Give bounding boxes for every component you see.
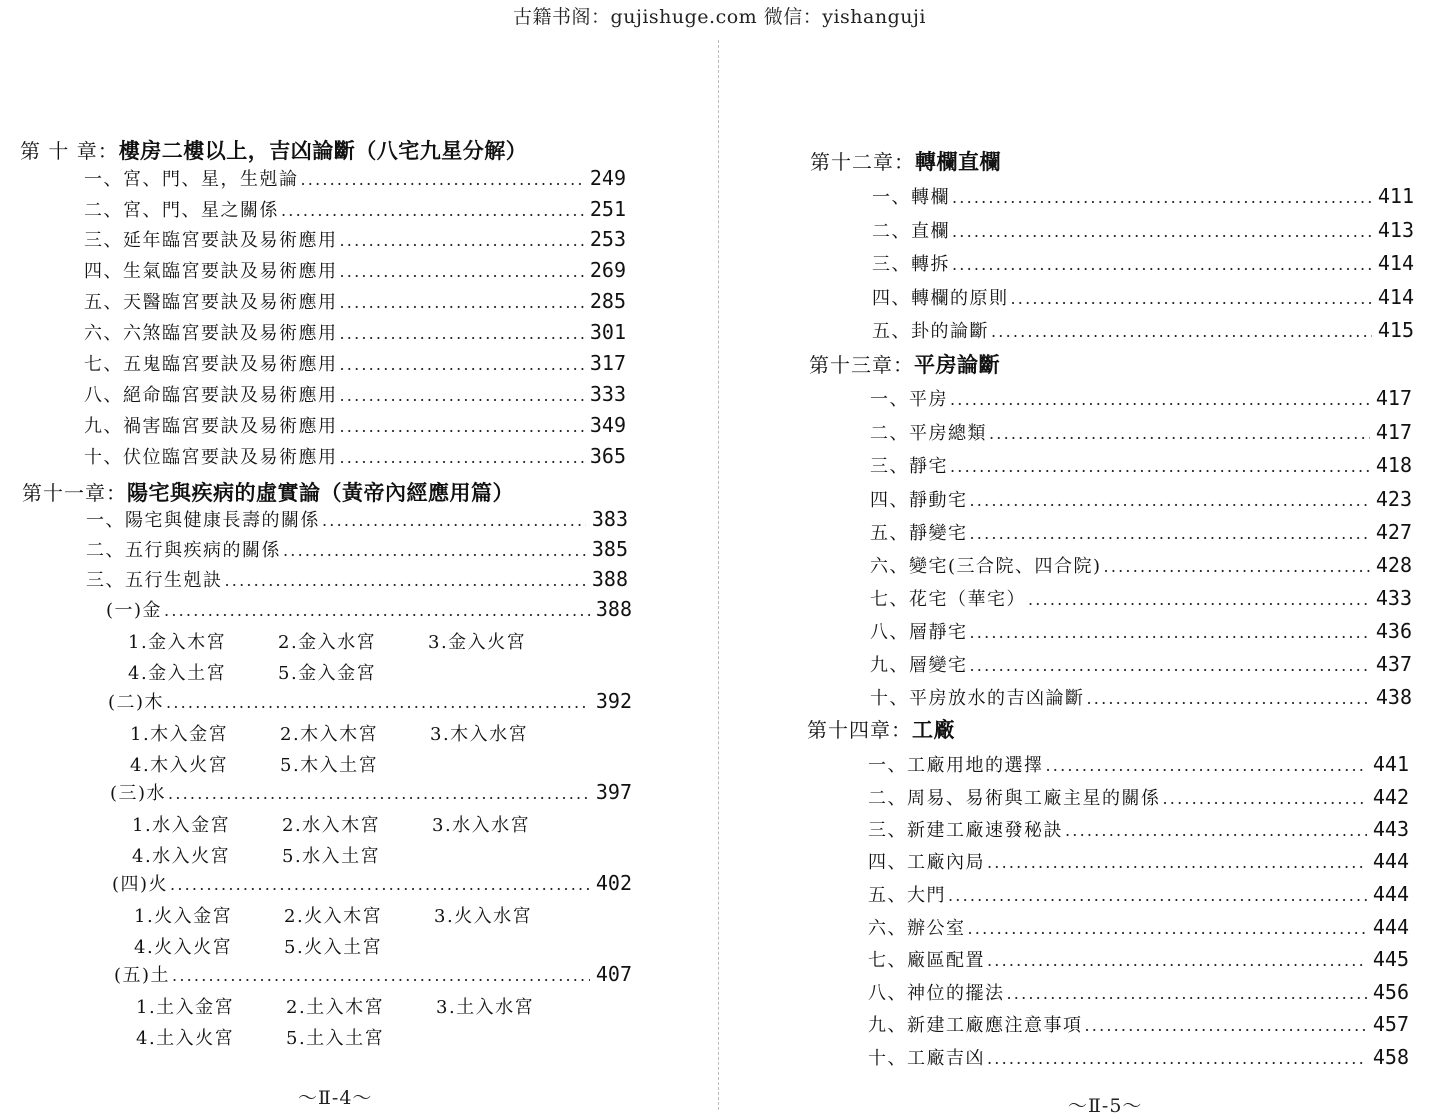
toc-entry-label: (五)土 [114,965,171,986]
toc-entry-page: 388 [591,567,628,591]
palace-item: 5.金入金宮 [278,663,377,684]
toc-entry [868,784,1409,814]
toc-entry-page: 415 [1377,318,1414,342]
toc-entry-page: 251 [589,197,626,221]
dot-leader [1046,756,1367,775]
toc-entry-page: 444 [1372,849,1409,873]
page-number-footer: ～Ⅱ-4～ [298,1087,373,1109]
toc-entry-page: 365 [589,444,626,468]
toc-entry-label: 六、變宅(三合院、四合院) [870,556,1102,577]
palace-item: 3.火入水宮 [434,906,533,927]
toc-entry-label: 五、天醫臨宮要訣及易術應用 [84,292,338,313]
toc-entry-page: 397 [595,780,632,804]
chapter-title: 樓房二樓以上，吉凶論斷（八宅九星分解） [118,139,528,163]
toc-entry-page: 437 [1375,652,1412,676]
toc-entry-label: (四)火 [112,874,169,895]
toc-entry-page: 407 [595,962,632,986]
chapter-13-heading [809,349,1000,379]
dot-leader [340,231,584,250]
palace-item: 3.水入水宮 [432,815,531,836]
dot-leader [970,623,1370,642]
dot-leader [952,188,1372,207]
toc-entry-page: 414 [1377,285,1414,309]
toc-entry [112,870,632,900]
dot-leader [340,293,584,312]
dot-leader [340,417,584,436]
toc-entry [84,412,626,442]
toc-entry-label: 五、大門 [868,885,946,906]
page-divider [718,40,719,1110]
toc-entry [870,486,1412,516]
palace-item: 2.金入水宮 [278,632,377,653]
dot-leader [991,322,1372,341]
dot-leader [989,424,1370,443]
chapter-title: 平房論斷 [914,353,1000,377]
toc-entry-label: 九、層變宅 [870,655,968,676]
toc-entry [84,196,626,226]
dot-leader [168,784,590,803]
dot-leader [1163,789,1367,808]
toc-entry [868,816,1409,846]
toc-entry-page: 457 [1372,1012,1409,1036]
toc-entry-label: 三、五行生剋訣 [86,570,223,591]
toc-entry [868,914,1409,944]
dot-leader [987,853,1367,872]
toc-entry-label: 一、轉欄 [872,187,950,208]
toc-entry [870,552,1412,582]
toc-entry [86,566,628,596]
toc-entry-label: 一、宮、門、星，生剋論 [84,169,299,190]
toc-entry [84,257,626,287]
toc-entry-page: 317 [589,351,626,375]
toc-entry [870,618,1412,648]
dot-leader [172,966,590,985]
toc-entry-page: 423 [1375,487,1412,511]
toc-entry [870,519,1412,549]
dot-leader [340,448,584,467]
chapter-14-heading [807,714,955,744]
palace-item: 4.木入火宮 [130,755,229,776]
toc-entry-label: 十、工廠吉凶 [868,1048,985,1069]
chapter-number: 第 十 章： [20,139,119,163]
toc-entry [868,751,1409,781]
toc-entry [114,961,632,991]
palace-item: 4.火入火宮 [134,937,233,958]
chapter-number: 第十四章： [807,718,912,742]
dot-leader [987,1049,1367,1068]
toc-entry [108,688,632,718]
dot-leader [987,951,1367,970]
dot-leader [952,255,1372,274]
dot-leader [1011,289,1372,308]
chapter-title: 工廠 [912,718,955,742]
toc-entry [870,385,1412,415]
toc-entry [84,350,626,380]
toc-entry-label: 一、工廠用地的選擇 [868,755,1044,776]
toc-entry-label: 七、廠區配置 [868,950,985,971]
dot-leader [225,571,586,590]
dot-leader [1007,984,1367,1003]
toc-entry [86,506,628,536]
palace-line [128,659,428,685]
toc-entry [870,419,1412,449]
dot-leader [1087,689,1370,708]
toc-entry [86,536,628,566]
toc-entry-page: 441 [1372,752,1409,776]
toc-entry-label: 六、六煞臨宮要訣及易術應用 [84,323,338,344]
toc-entry-page: 444 [1372,915,1409,939]
dot-leader [301,170,584,189]
toc-entry-page: 253 [589,227,626,251]
toc-entry [868,946,1409,976]
toc-entry-page: 418 [1375,453,1412,477]
toc-entry-page: 428 [1375,553,1412,577]
palace-item: 2.水入木宮 [282,815,381,836]
toc-entry-label: (三)水 [110,783,167,804]
chapter-title: 轉欄直欄 [915,150,1001,174]
toc-entry-label: (二)木 [108,692,165,713]
toc-entry-label: 四、工廠內局 [868,852,985,873]
toc-entry-label: 三、新建工廠速發秘訣 [868,820,1063,841]
dot-leader [1104,557,1370,576]
dot-leader [948,886,1367,905]
toc-entry-page: 414 [1377,251,1414,275]
palace-item: 2.火入木宮 [284,906,383,927]
dot-leader [970,656,1370,675]
toc-entry-label: 四、生氣臨宮要訣及易術應用 [84,261,338,282]
dot-leader [164,601,590,620]
dot-leader [322,511,586,530]
chapter-10-heading [20,135,527,165]
watermark-header: 古籍书阁：gujishuge.com 微信：yishanguji [513,6,926,28]
palace-item: 1.火入金宮 [134,906,233,927]
toc-entry [872,284,1414,314]
toc-entry-label: 二、周易、易術與工廠主星的關係 [868,788,1161,809]
toc-entry-page: 385 [591,537,628,561]
toc-entry [84,288,626,318]
dot-leader [952,222,1372,241]
dot-leader [170,875,590,894]
palace-line [132,842,432,868]
toc-entry-page: 458 [1372,1045,1409,1069]
toc-entry-page: 445 [1372,947,1409,971]
dot-leader [340,355,584,374]
palace-item: 3.金入火宮 [428,632,527,653]
palace-line [130,751,430,777]
toc-entry [868,1044,1409,1074]
toc-entry-label: 一、陽宅與健康長壽的關係 [86,510,320,531]
toc-entry-page: 443 [1372,817,1409,841]
toc-entry-page: 436 [1375,619,1412,643]
toc-entry-page: 333 [589,382,626,406]
dot-leader [166,693,590,712]
chapter-11-heading [22,477,514,507]
toc-entry-page: 417 [1375,420,1412,444]
toc-entry-label: 九、新建工廠應注意事項 [868,1015,1083,1036]
palace-item: 2.木入木宮 [280,724,379,745]
toc-entry-page: 392 [595,689,632,713]
palace-item: 1.土入金宮 [136,997,235,1018]
dot-leader [1028,590,1370,609]
toc-entry-label: 七、五鬼臨宮要訣及易術應用 [84,354,338,375]
chapter-title: 陽宅與疾病的虛實論（黃帝內經應用篇） [127,481,514,505]
dot-leader [340,262,584,281]
palace-item: 5.火入土宮 [284,937,383,958]
dot-leader [970,524,1370,543]
toc-entry-page: 285 [589,289,626,313]
toc-entry-page: 442 [1372,785,1409,809]
dot-leader [970,491,1370,510]
toc-entry [868,1011,1409,1041]
palace-item: 1.水入金宮 [132,815,231,836]
toc-entry [110,779,632,809]
toc-entry-page: 433 [1375,586,1412,610]
toc-entry [84,443,626,473]
toc-entry [872,250,1414,280]
toc-entry-label: 十、平房放水的吉凶論斷 [870,688,1085,709]
toc-entry-page: 417 [1375,386,1412,410]
toc-entry [106,596,632,626]
dot-leader [340,386,584,405]
toc-entry [870,452,1412,482]
palace-item: 5.水入土宮 [282,846,381,867]
page-number-footer: ～Ⅱ-5～ [1068,1095,1143,1117]
dot-leader [1085,1016,1367,1035]
palace-item: 5.土入土宮 [286,1028,385,1049]
toc-entry [84,381,626,411]
palace-item: 3.木入水宮 [430,724,529,745]
palace-line [130,720,580,746]
chapter-number: 第十三章： [809,353,914,377]
toc-entry [872,317,1414,347]
toc-entry [868,881,1409,911]
palace-line [136,993,586,1019]
palace-item: 3.土入水宮 [436,997,535,1018]
toc-entry [84,226,626,256]
palace-item: 4.土入火宮 [136,1028,235,1049]
toc-entry-page: 413 [1377,218,1414,242]
palace-item: 2.土入木宮 [286,997,385,1018]
toc-entry-page: 427 [1375,520,1412,544]
toc-entry-label: (一)金 [106,600,163,621]
dot-leader [968,919,1367,938]
toc-entry-label: 二、宮、門、星之關係 [84,200,279,221]
toc-entry-page: 349 [589,413,626,437]
toc-entry-label: 三、靜宅 [870,456,948,477]
palace-item: 1.木入金宮 [130,724,229,745]
toc-entry-page: 402 [595,871,632,895]
toc-entry [870,651,1412,681]
chapter-number: 第十一章： [22,481,127,505]
palace-line [136,1024,436,1050]
toc-entry-page: 444 [1372,882,1409,906]
palace-line [132,811,582,837]
toc-entry-label: 七、花宅（華宅） [870,589,1026,610]
toc-entry [870,585,1412,615]
toc-entry-page: 383 [591,507,628,531]
toc-entry [84,319,626,349]
toc-entry-label: 八、絕命臨宮要訣及易術應用 [84,385,338,406]
palace-item: 5.木入土宮 [280,755,379,776]
palace-line [134,902,584,928]
toc-entry [868,848,1409,878]
toc-entry-label: 三、延年臨宮要訣及易術應用 [84,230,338,251]
toc-entry-page: 269 [589,258,626,282]
toc-entry-page: 438 [1375,685,1412,709]
toc-entry-label: 二、平房總類 [870,423,987,444]
toc-entry-page: 388 [595,597,632,621]
toc-entry [868,979,1409,1009]
palace-item: 4.金入土宮 [128,663,227,684]
toc-entry [870,684,1412,714]
toc-entry-page: 249 [589,166,626,190]
toc-entry-label: 九、禍害臨宮要訣及易術應用 [84,416,338,437]
toc-entry-page: 411 [1377,184,1414,208]
toc-entry [872,183,1414,213]
dot-leader [950,390,1370,409]
palace-item: 4.水入火宮 [132,846,231,867]
palace-line [134,933,434,959]
toc-entry-label: 五、卦的論斷 [872,321,989,342]
dot-leader [340,324,584,343]
toc-entry-label: 三、轉拆 [872,254,950,275]
toc-entry-label: 二、直欄 [872,221,950,242]
toc-entry [84,165,626,195]
toc-entry-label: 八、神位的擺法 [868,983,1005,1004]
chapter-12-heading [810,146,1001,176]
toc-entry-label: 四、靜動宅 [870,490,968,511]
toc-entry-label: 八、層靜宅 [870,622,968,643]
toc-entry-label: 六、辦公室 [868,918,966,939]
toc-entry [872,217,1414,247]
toc-entry-label: 十、伏位臨宮要訣及易術應用 [84,447,338,468]
chapter-number: 第十二章： [810,150,915,174]
toc-entry-page: 301 [589,320,626,344]
toc-entry-page: 456 [1372,980,1409,1004]
dot-leader [281,201,584,220]
toc-entry-label: 一、平房 [870,389,948,410]
palace-item: 1.金入木宮 [128,632,227,653]
toc-entry-label: 五、靜變宅 [870,523,968,544]
dot-leader [1065,821,1367,840]
dot-leader [283,541,586,560]
toc-entry-label: 四、轉欄的原則 [872,288,1009,309]
dot-leader [950,457,1370,476]
toc-entry-label: 二、五行與疾病的關係 [86,540,281,561]
palace-line [128,628,578,654]
